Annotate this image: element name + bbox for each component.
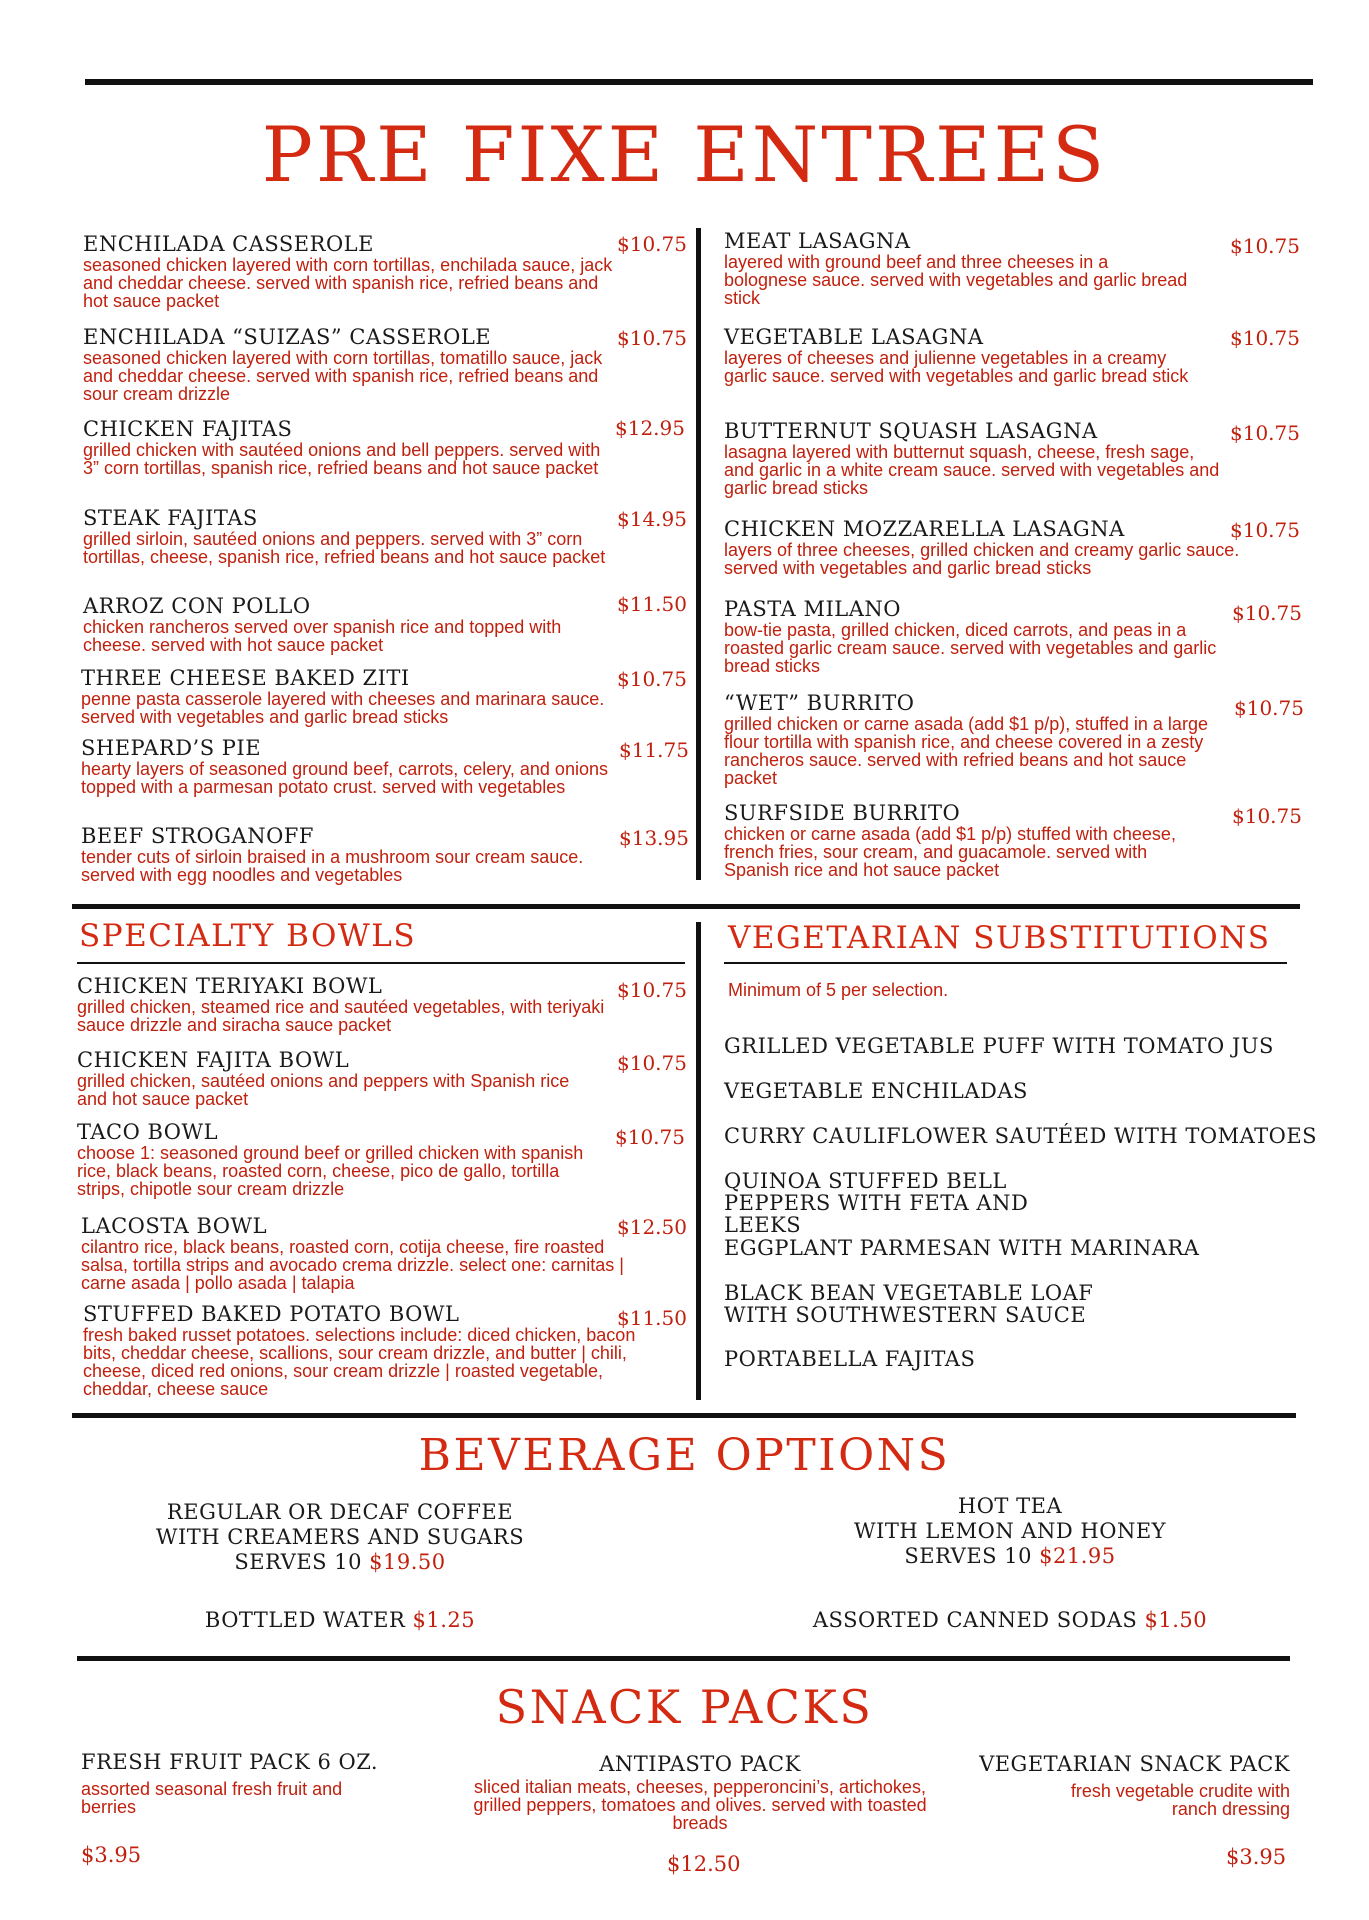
item-name: CHICKEN FAJITA BOWL: [77, 1048, 350, 1072]
item-price: $10.75: [1232, 601, 1302, 625]
coffee-option: [120, 1500, 560, 1575]
beverage-rule: [72, 1413, 1296, 1418]
menu-item: [81, 825, 611, 884]
item-description: penne pasta casserole layered with cheeses and marinara sauce. served with vegetables and garlic bread sticks: [81, 689, 605, 727]
menu-item: [724, 326, 1194, 385]
tea-line-2: WITH LEMON AND HONEY: [853, 1519, 1167, 1543]
snack-price: $3.95: [81, 1843, 142, 1867]
item-price: $11.50: [617, 1306, 687, 1330]
item-description: grilled chicken or carne asada (add $1 p/p), stuffed in a large flour tortilla with spanish rice, and cheese covered in a zesty rancheros sauce. served with refried beans and hot sauce packet: [724, 714, 1208, 788]
menu-item: [83, 1303, 673, 1398]
item-name: ENCHILADA “SUIZAS” CASSEROLE: [83, 325, 492, 349]
snack-description: fresh vegetable crudite with ranch dressing: [1070, 1781, 1290, 1819]
item-name: LACOSTA BOWL: [81, 1214, 268, 1238]
snack-name: ANTIPASTO PACK: [599, 1752, 801, 1776]
vegetarian-item: EGGPLANT PARMESAN WITH MARINARA: [724, 1236, 1200, 1260]
page-title: PRE FIXE ENTREES: [261, 110, 1108, 199]
item-name: CHICKEN FAJITAS: [83, 417, 293, 441]
item-description: grilled chicken, steamed rice and sautéed vegetables, with teriyaki sauce drizzle and siracha sauce packet: [77, 997, 605, 1035]
column-divider-top: [696, 228, 701, 880]
snack-rule: [77, 1656, 1290, 1661]
item-description: seasoned chicken layered with corn tortillas, tomatillo sauce, jack and cheddar cheese. served with spanish rice, refried beans and sour cream drizzle: [83, 348, 603, 404]
item-name: THREE CHEESE BAKED ZITI: [81, 666, 410, 690]
sodas-label: ASSORTED CANNED SODAS: [812, 1608, 1138, 1632]
sodas-option: [780, 1608, 1240, 1633]
coffee-price: $19.50: [369, 1550, 446, 1574]
water-price: $1.25: [412, 1608, 476, 1632]
item-price: $10.75: [617, 667, 687, 691]
vegetarian-note: Minimum of 5 per selection.: [728, 980, 949, 1000]
snack-heading: SNACK PACKS: [495, 1680, 874, 1734]
item-description: hearty layers of seasoned ground beef, carrots, celery, and onions topped with a parmesan potato crust. served with vegetables: [81, 759, 608, 797]
item-price: $10.75: [617, 232, 687, 256]
item-price: $13.95: [619, 826, 689, 850]
water-label: BOTTLED WATER: [204, 1608, 406, 1632]
item-name: ARROZ CON POLLO: [83, 594, 311, 618]
menu-item: [83, 418, 613, 477]
menu-item: [77, 1049, 577, 1108]
snack-price: $3.95: [1226, 1845, 1287, 1869]
item-description: lasagna layered with butternut squash, cheese, fresh sage, and garlic in a white cream sauce. served with vegetables and garlic bread sticks: [724, 442, 1220, 498]
item-price: $10.75: [617, 326, 687, 350]
item-price: $10.75: [1230, 421, 1300, 445]
menu-item: [724, 518, 1284, 577]
item-description: cilantro rice, black beans, roasted corn, cotija cheese, fire roasted salsa, tortilla strips and avocado crema drizzle. select one: carnitas | carne asada | pollo asada | talapia: [81, 1237, 624, 1293]
vegetarian-heading: VEGETARIAN SUBSTITUTIONS: [728, 920, 1271, 956]
item-price: $11.75: [619, 738, 689, 762]
item-name: STUFFED BAKED POTATO BOWL: [83, 1302, 460, 1326]
snack-item-vegetarian: [960, 1752, 1290, 1818]
coffee-serves: SERVES 10: [234, 1550, 362, 1574]
menu-item: [724, 802, 1204, 879]
item-name: ENCHILADA CASSEROLE: [83, 232, 374, 256]
column-divider-bottom: [696, 922, 701, 1400]
item-name: VEGETABLE LASAGNA: [724, 325, 984, 349]
menu-item: [724, 230, 1194, 307]
item-description: tender cuts of sirloin braised in a mushroom sour cream sauce. served with egg noodles and vegetables: [81, 847, 584, 885]
tea-serves: SERVES 10: [904, 1544, 1032, 1568]
item-description: layers of three cheeses, grilled chicken and creamy garlic sauce. served with vegetables and garlic bread sticks: [724, 540, 1240, 578]
item-description: fresh baked russet potatoes. selections include: diced chicken, bacon bits, cheddar cheese, scallions, sour cream drizzle, and butter | chili, cheese, diced red onions, sour cream drizzle | roasted vegetable, cheddar, cheese sauce: [83, 1325, 636, 1399]
snack-description: sliced italian meats, cheeses, pepperoncini’s, artichokes, grilled peppers, tomatoes and olives. served with toasted breads: [473, 1777, 927, 1833]
item-price: $10.75: [1234, 696, 1304, 720]
sodas-price: $1.50: [1144, 1608, 1208, 1632]
menu-item: [724, 598, 1244, 675]
coffee-line-2: WITH CREAMERS AND SUGARS: [155, 1525, 525, 1549]
item-name: SHEPARD’S PIE: [81, 736, 262, 760]
item-price: $14.95: [617, 507, 687, 531]
item-name: STEAK FAJITAS: [83, 506, 258, 530]
menu-item: [83, 595, 613, 654]
item-name: PASTA MILANO: [724, 597, 901, 621]
snack-description: assorted seasonal fresh fruit and berries: [81, 1779, 343, 1817]
item-description: chicken rancheros served over spanish rice and topped with cheese. served with hot sauce packet: [83, 617, 562, 655]
item-price: $10.75: [615, 1125, 685, 1149]
vegetarian-item: QUINOA STUFFED BELL PEPPERS WITH FETA AND LEEKS: [724, 1169, 1029, 1237]
veg-underline: [724, 962, 1287, 964]
item-name: CHICKEN MOZZARELLA LASAGNA: [724, 517, 1125, 541]
mid-rule: [72, 904, 1300, 909]
item-description: chicken or carne asada (add $1 p/p) stuffed with cheese, french fries, sour cream, and guacamole. served with Spanish rice and hot sauce packet: [724, 824, 1176, 880]
tea-option: [790, 1494, 1230, 1569]
item-description: choose 1: seasoned ground beef or grilled chicken with spanish rice, black beans, roasted corn, cheese, pico de gallo, tortilla strips, chipotle sour cream drizzle: [77, 1143, 584, 1199]
item-name: TACO BOWL: [77, 1120, 219, 1144]
item-price: $10.75: [1230, 326, 1300, 350]
item-description: seasoned chicken layered with corn tortillas, enchilada sauce, jack and cheddar cheese. served with spanish rice, refried beans and hot sauce packet: [83, 255, 613, 311]
item-name: BEEF STROGANOFF: [81, 824, 314, 848]
tea-price: $21.95: [1039, 1544, 1116, 1568]
item-name: BUTTERNUT SQUASH LASAGNA: [724, 419, 1098, 443]
snack-price: $12.50: [667, 1852, 741, 1876]
item-description: bow-tie pasta, grilled chicken, diced carrots, and peas in a roasted garlic cream sauce. served with vegetables and garlic bread sticks: [724, 620, 1217, 676]
item-name: “WET” BURRITO: [724, 691, 915, 715]
vegetarian-item: CURRY CAULIFLOWER SAUTÉED WITH TOMATOES: [724, 1124, 1318, 1148]
item-description: layeres of cheeses and julienne vegetables in a creamy garlic sauce. served with vegetables and garlic bread stick: [724, 348, 1189, 386]
menu-item: [81, 667, 626, 726]
snack-name: FRESH FRUIT PACK 6 OZ.: [81, 1750, 379, 1774]
item-description: grilled chicken, sautéed onions and peppers with Spanish rice and hot sauce packet: [77, 1071, 570, 1109]
item-price: $11.50: [617, 592, 687, 616]
item-name: SURFSIDE BURRITO: [724, 801, 961, 825]
menu-item: [83, 326, 623, 403]
item-description: grilled sirloin, sautéed onions and peppers. served with 3” corn tortillas, cheese, spanish rice, refried beans and hot sauce packet: [83, 529, 606, 567]
vegetarian-item: PORTABELLA FAJITAS: [724, 1347, 976, 1371]
vegetarian-item: GRILLED VEGETABLE PUFF WITH TOMATO JUS: [724, 1034, 1274, 1058]
menu-item: [724, 420, 1224, 497]
item-price: $12.95: [615, 416, 685, 440]
bowls-underline: [77, 962, 685, 964]
item-description: layered with ground beef and three cheeses in a bolognese sauce. served with vegetables and garlic bread stick: [724, 252, 1188, 308]
item-name: MEAT LASAGNA: [724, 229, 911, 253]
tea-line-1: HOT TEA: [957, 1494, 1063, 1518]
beverage-heading: BEVERAGE OPTIONS: [418, 1430, 951, 1481]
coffee-line-1: REGULAR OR DECAF COFFEE: [166, 1500, 514, 1524]
item-price: $10.75: [1232, 804, 1302, 828]
snack-item-fruit: [81, 1750, 381, 1816]
vegetarian-item: VEGETABLE ENCHILADAS: [724, 1079, 1028, 1103]
menu-item: [77, 975, 607, 1034]
menu-item: [724, 692, 1244, 787]
item-price: $12.50: [617, 1215, 687, 1239]
item-description: grilled chicken with sautéed onions and bell peppers. served with 3” corn tortillas, spanish rice, refried beans and hot sauce packet: [83, 440, 601, 478]
item-name: CHICKEN TERIYAKI BOWL: [77, 974, 383, 998]
item-price: $10.75: [1230, 234, 1300, 258]
item-price: $10.75: [617, 978, 687, 1002]
menu-item: [83, 233, 623, 310]
item-price: $10.75: [617, 1051, 687, 1075]
menu-item: [81, 737, 611, 796]
menu-item: [83, 507, 613, 566]
menu-item: [81, 1215, 631, 1292]
vegetarian-item: BLACK BEAN VEGETABLE LOAF WITH SOUTHWESTERN SAUCE: [724, 1281, 1094, 1327]
snack-name: VEGETARIAN SNACK PACK: [979, 1752, 1290, 1776]
snack-item-antipasto: [460, 1752, 940, 1832]
item-price: $10.75: [1230, 518, 1300, 542]
top-rule: [85, 79, 1313, 85]
bowls-heading: SPECIALTY BOWLS: [79, 918, 417, 954]
water-option: [140, 1608, 540, 1633]
menu-item: [77, 1121, 607, 1198]
